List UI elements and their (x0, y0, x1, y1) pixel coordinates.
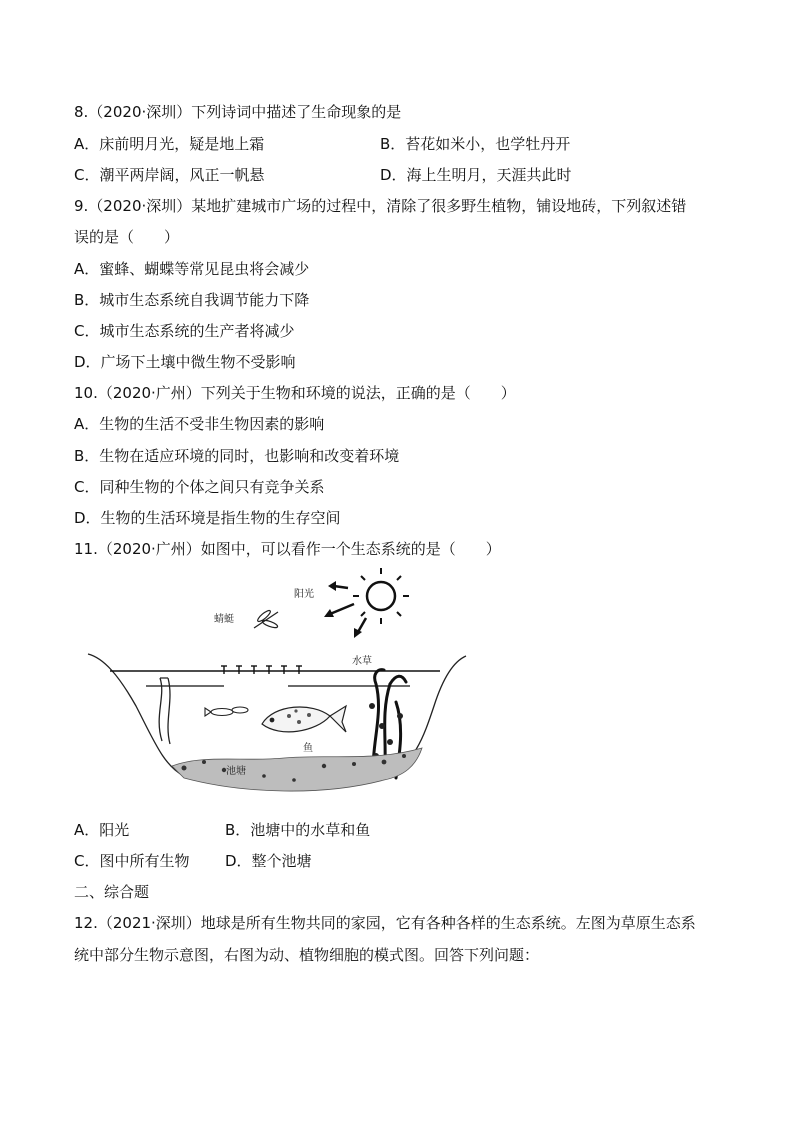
q8-option-b: B．苔花如米小，也学牡丹开 (380, 135, 571, 153)
sunlight-arrows (324, 581, 366, 638)
q10-option-a: A．生物的生活不受非生物因素的影响 (74, 415, 325, 433)
q8-option-d: D．海上生明月，天涯共此时 (380, 166, 572, 184)
dragonfly-icon (254, 609, 278, 629)
fish-label: 鱼 (303, 743, 313, 754)
dragonfly-label: 蜻蜓 (214, 614, 234, 625)
q9-stem-line1: 9.（2020·深圳）某地扩建城市广场的过程中，清除了很多野生植物，铺设地砖，下列叙述错 (74, 197, 687, 215)
q10-stem: 10.（2020·广州）下列关于生物和环境的说法，正确的是（ ） (74, 384, 516, 402)
pond-label: 池塘 (226, 766, 246, 777)
q12-stem-line1: 12.（2021·深圳）地球是所有生物共同的家园，它有各种各样的生态系统。左图为草原生态系 (74, 914, 696, 932)
q9-option-a: A．蜜蜂、蝴蝶等常见昆虫将会减少 (74, 260, 310, 278)
section-heading: 二、综合题 (74, 883, 150, 901)
q10-option-d: D．生物的生活环境是指生物的生存空间 (74, 509, 341, 527)
reed-plant (159, 678, 170, 744)
q9-stem-line2: 误的是（ ） (74, 228, 180, 246)
q8-option-a: A．床前明月光，疑是地上霜 (74, 135, 265, 153)
floating-plants (221, 666, 302, 674)
q10-option-b: B．生物在适应环境的同时，也影响和改变着环境 (74, 447, 400, 465)
q8-stem: 8.（2020·深圳）下列诗词中描述了生命现象的是 (74, 103, 402, 121)
small-fish-icon (205, 707, 248, 716)
q11-option-b: B．池塘中的水草和鱼 (225, 821, 371, 839)
q11-option-a: A．阳光 (74, 821, 130, 839)
sun-icon (353, 568, 409, 624)
q10-option-c: C．同种生物的个体之间只有竞争关系 (74, 478, 325, 496)
waterweed-label: 水草 (352, 656, 372, 667)
fish-icon (262, 706, 346, 732)
q11-option-c: C．图中所有生物 (74, 852, 190, 870)
q11-option-d: D．整个池塘 (225, 852, 312, 870)
q9-option-c: C．城市生态系统的生产者将减少 (74, 322, 295, 340)
q12-stem-line2: 统中部分生物示意图，右图为动、植物细胞的模式图。回答下列问题： (74, 946, 540, 964)
sunlight-label: 阳光 (294, 589, 314, 600)
q9-option-b: B．城市生态系统自我调节能力下降 (74, 291, 310, 309)
q11-stem: 11.（2020·广州）如图中，可以看作一个生态系统的是（ ） (74, 540, 501, 558)
pond-illustration (84, 566, 474, 806)
pond-ecosystem-figure (84, 566, 474, 806)
q8-option-c: C．潮平两岸阔，风正一帆悬 (74, 166, 265, 184)
q9-option-d: D．广场下土壤中微生物不受影响 (74, 353, 296, 371)
